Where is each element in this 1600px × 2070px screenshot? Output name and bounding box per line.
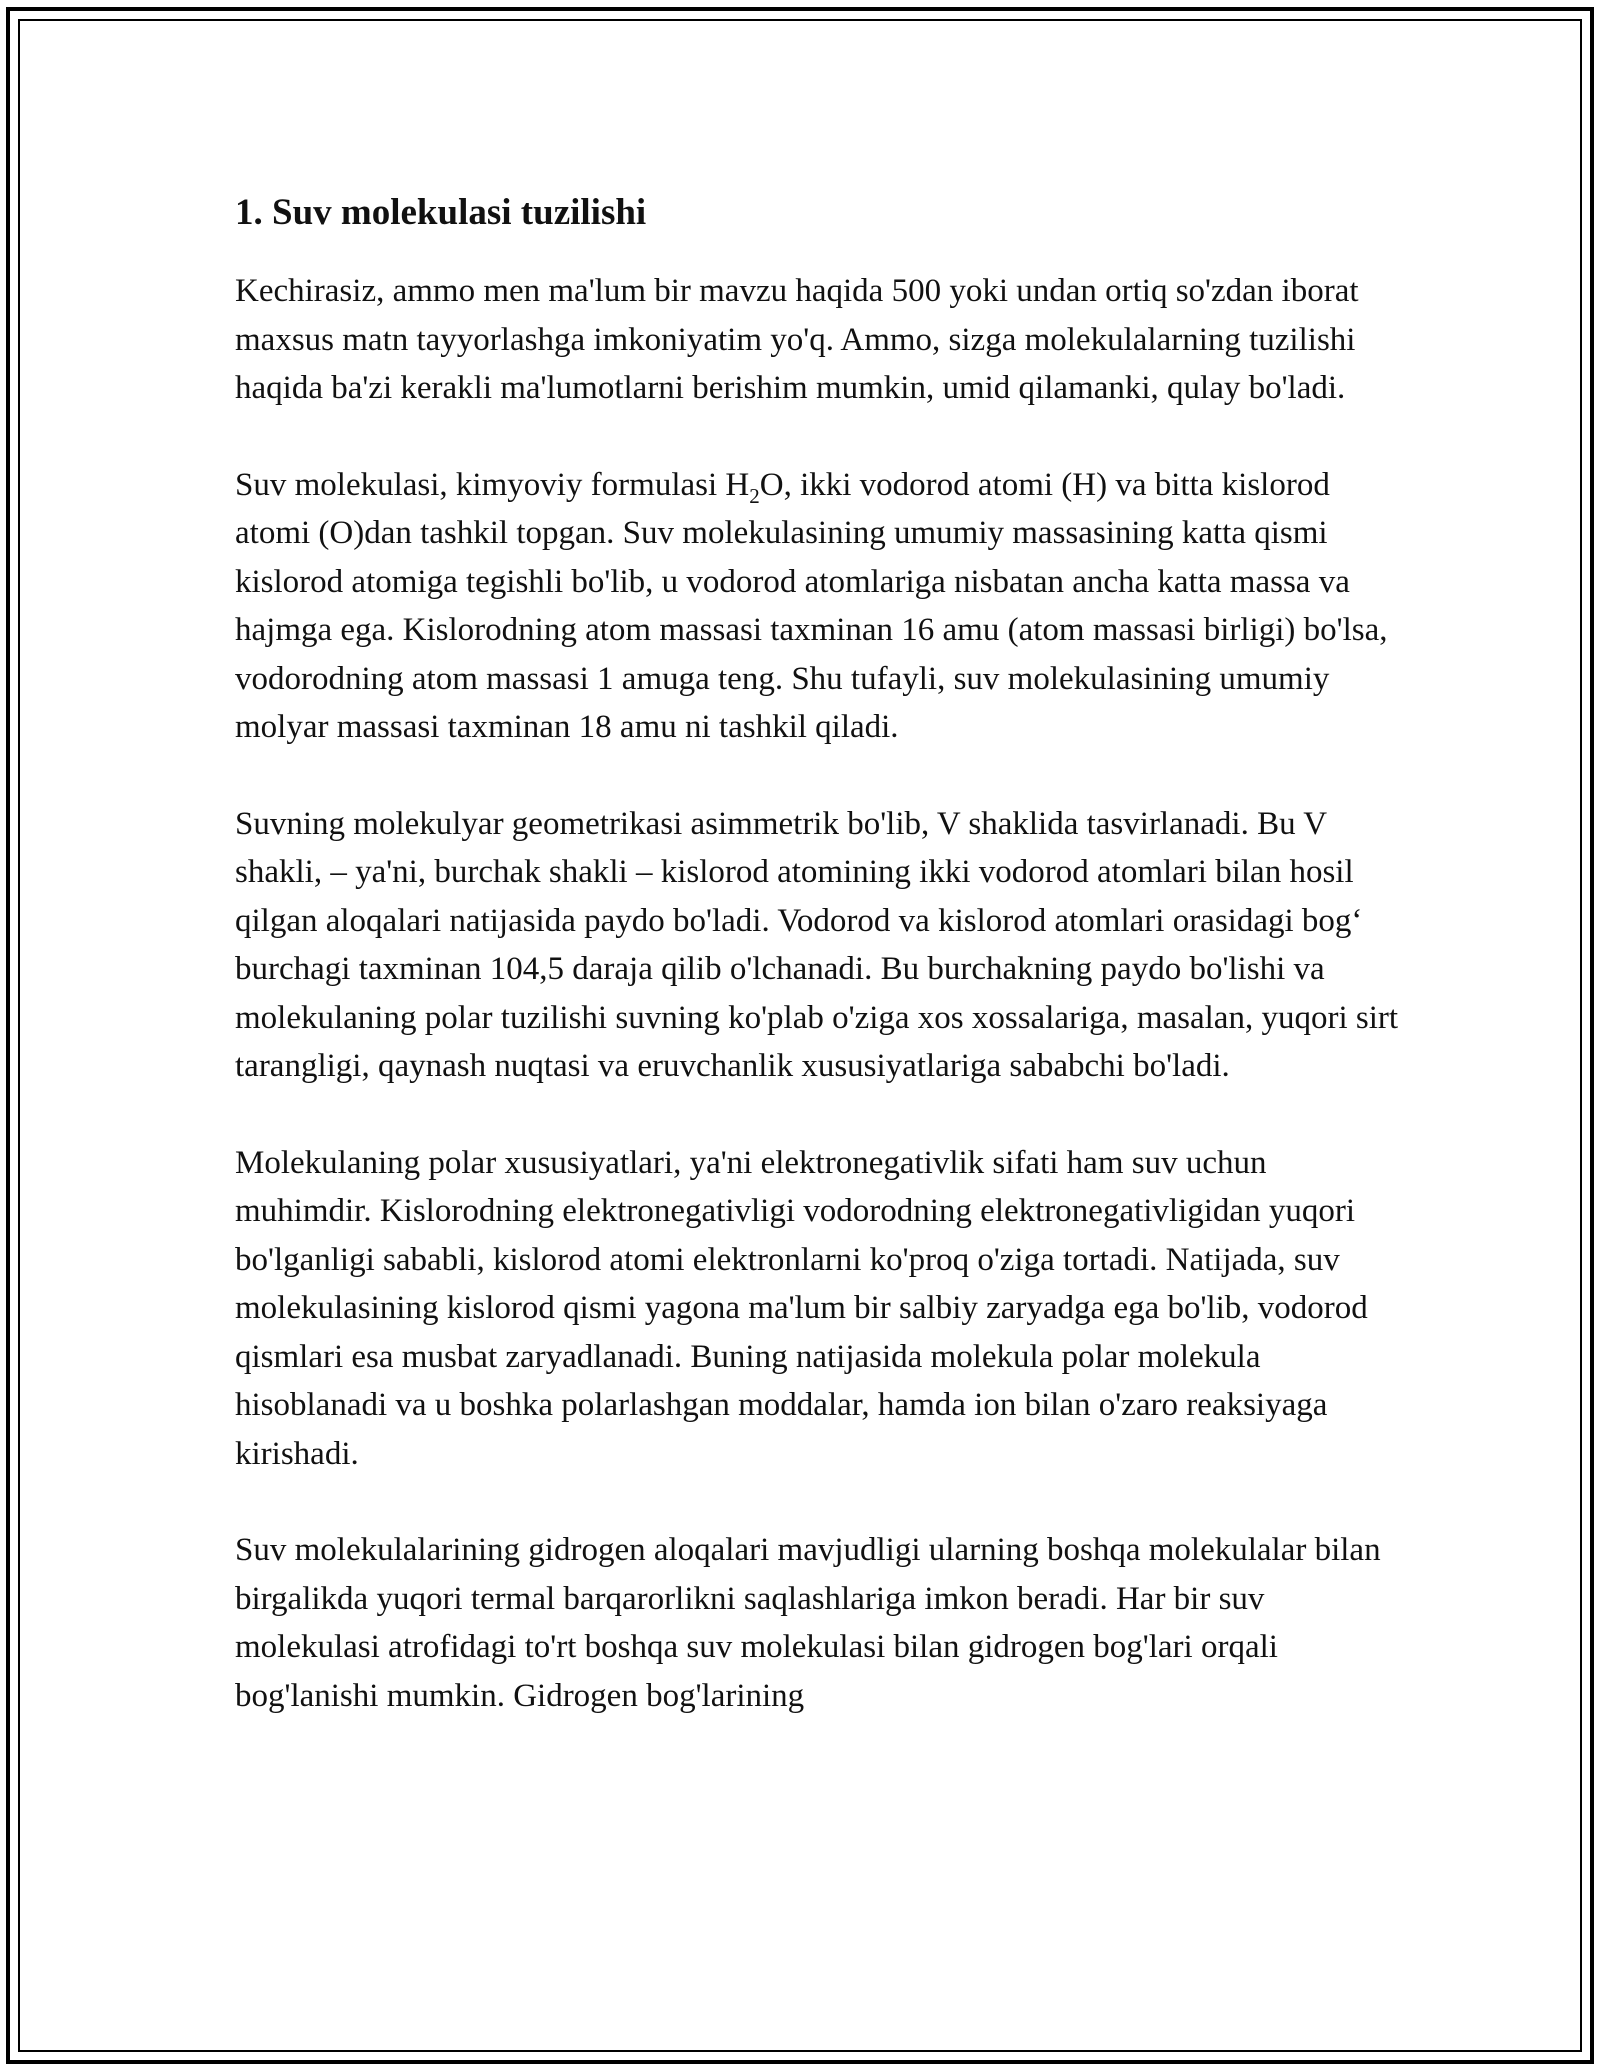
paragraph-water-text-start: Suv molekulasi, kimyoviy formulasi H xyxy=(235,466,750,503)
paragraph-polarity: Molekulaning polar xususiyatlari, ya'ni elektronegativlik sifati ham suv uchun muhimdir. Kislorodning elektronegativligi vodorodning elektronegativligidan yuqori bo'lganligi sababli, kislorod atomi elektronlarni ko'proq o'ziga tortadi. Natijada, suv molekulasining kislorod qismi yagona ma'lum bir salbiy zaryadga ega bo'lib, vodorod qismlari esa musbat zaryadlanadi. Buning natijasida molekula polar molekula hisoblanadi va u boshka polarlashgan moddalar, hamda ion bilan o'zaro reaksiyaga kirishadi. xyxy=(235,1144,1368,1472)
paragraph-hydrogen-bonds: Suv molekulalarining gidrogen aloqalari mavjudligi ularning boshqa molekulalar bilan birgalikda yuqori termal barqarorlikni saqlashlariga imkon beradi. Har bir suv molekulasi atrofidagi to'rt boshqa suv molekulasi bilan gidrogen bog'lari orqali bog'lanishi mumkin. Gidrogen bog'larining xyxy=(235,1532,1381,1714)
formula-subscript: 2 xyxy=(749,483,760,508)
paragraph-water-composition xyxy=(235,461,1405,752)
paragraph-intro: Kechirasiz, ammo men ma'lum bir mavzu haqida 500 yoki undan ortiq so'zdan iborat maxsus matn tayyorlashga imkoniyatim yo'q. Ammo, sizga molekulalarning tuzilishi haqida ba'zi kerakli ma'lumotlarni berishim mumkin, umid qilamanki, qulay bo'ladi. xyxy=(235,273,1359,406)
document-body xyxy=(235,185,1405,1768)
paragraph-water-text-end: O, ikki vodorod atomi (H) va bitta kislorod atomi (O)dan tashkil topgan. Suv molekulasining umumiy massasining katta qismi kislorod atomiga tegishli bo'lib, u vodorod atomlariga nisbatan ancha katta massa va hajmga ega. Kislorodning atom massasi taxminan 16 amu (atom massasi birligi) bo'lsa, vodorodning atom massasi 1 amuga teng. Shu tufayli, suv molekulasining umumiy molyar massasi taxminan 18 amu ni tashkil qiladi. xyxy=(235,466,1388,745)
page-title: 1. Suv molekulasi tuzilishi xyxy=(235,192,647,233)
paragraph-geometry: Suvning molekulyar geometrikasi asimmetrik bo'lib, V shaklida tasvirlanadi. Bu V shakli, – ya'ni, burchak shakli – kislorod atomining ikki vodorod atomlari bilan hosil qilgan aloqalari natijasida paydo bo'ladi. Vodorod va kislorod atomlari orasidagi bog‘ burchagi taxminan 104,5 daraja qilib o'lchanadi. Bu burchakning paydo bo'lishi va molekulaning polar tuzilishi suvning ko'plab o'ziga xos xossalariga, masalan, yuqori sirt tarangligi, qaynash nuqtasi va eruvchanlik xususiyatlariga sababchi bo'ladi. xyxy=(235,805,1399,1084)
